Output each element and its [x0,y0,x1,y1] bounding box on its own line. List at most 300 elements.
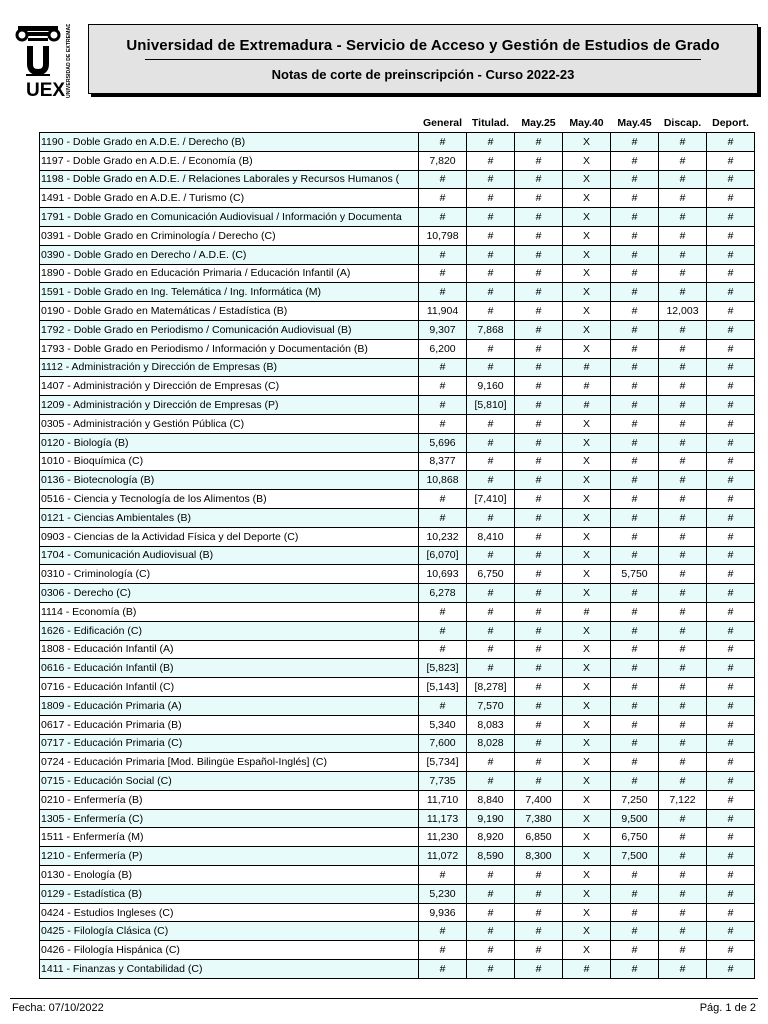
grade-cell: # [611,659,659,678]
grade-cell: 6,750 [611,828,659,847]
grade-cell: 8,377 [419,452,467,471]
grade-cell: # [611,922,659,941]
grade-cell: # [707,584,755,603]
grade-cell: 7,600 [419,734,467,753]
grade-cell: 11,710 [419,790,467,809]
grade-cell: # [707,414,755,433]
grade-cell: # [707,734,755,753]
grade-cell: # [659,264,707,283]
grade-cell: # [515,208,563,227]
grade-cell: # [467,640,515,659]
table-header-row [40,113,755,133]
degree-name-cell: 0516 - Ciencia y Tecnología de los Alimentos (B) [40,490,419,509]
grade-cell: X [563,884,611,903]
grade-cell: X [563,640,611,659]
degree-name-cell: 0136 - Biotecnología (B) [40,471,419,490]
grade-cell: # [611,546,659,565]
grade-cell: # [707,884,755,903]
grade-cell: # [515,715,563,734]
degree-name-cell: 0391 - Doble Grado en Criminología / Derecho (C) [40,226,419,245]
table-row [40,133,755,152]
grade-cell: # [707,903,755,922]
grade-cell: # [659,377,707,396]
grade-cell: # [707,678,755,697]
grade-cell: # [707,960,755,979]
grade-cell: # [659,339,707,358]
grade-cell: X [563,734,611,753]
table-row [40,866,755,885]
grade-cell: # [419,189,467,208]
table-row [40,320,755,339]
grade-cell: # [707,602,755,621]
grade-cell: # [659,941,707,960]
table-row [40,884,755,903]
grade-cell: # [467,151,515,170]
degree-name-cell: 1197 - Doble Grado en A.D.E. / Economía (B) [40,151,419,170]
grade-cell: # [419,208,467,227]
degree-name-cell: 1890 - Doble Grado en Educación Primaria / Educación Infantil (A) [40,264,419,283]
degree-name-cell: 0310 - Criminología (C) [40,565,419,584]
table-row [40,678,755,697]
grade-cell: # [707,866,755,885]
grade-cell: 11,904 [419,302,467,321]
grade-cell: X [563,339,611,358]
grade-cell: 10,232 [419,527,467,546]
column-header: May.45 [611,113,659,133]
grade-cell: # [659,527,707,546]
column-header: Titulad. [467,113,515,133]
grade-cell: # [611,245,659,264]
grade-cell: X [563,809,611,828]
grade-cell: # [707,922,755,941]
grade-cell: [5,810] [467,396,515,415]
grade-cell: # [659,734,707,753]
grade-cell: # [467,960,515,979]
grade-cell: # [419,133,467,152]
grade-cell: # [707,245,755,264]
grade-cell: # [515,133,563,152]
grade-cell: # [467,302,515,321]
column-header: Deport. [707,113,755,133]
table-row [40,245,755,264]
degree-name-cell: 1792 - Doble Grado en Periodismo / Comunicación Audiovisual (B) [40,320,419,339]
grade-cell: X [563,471,611,490]
grade-cell: # [515,941,563,960]
grade-cell: 5,340 [419,715,467,734]
grade-cell: # [467,659,515,678]
degree-name-cell: 0129 - Estadística (B) [40,884,419,903]
footer-date: Fecha: 07/10/2022 [12,1002,104,1014]
grade-cell: # [611,584,659,603]
table-row [40,452,755,471]
grade-cell: # [467,339,515,358]
grade-cell: # [611,715,659,734]
grade-cell: # [515,170,563,189]
grade-cell: 9,190 [467,809,515,828]
grade-cell: X [563,866,611,885]
degree-name-cell: 1793 - Doble Grado en Periodismo / Información y Documentación (B) [40,339,419,358]
table-row [40,790,755,809]
grade-cell: # [611,283,659,302]
grade-cell: # [611,377,659,396]
grade-cell: X [563,508,611,527]
degree-name-cell: 1114 - Economía (B) [40,602,419,621]
grade-cell: X [563,226,611,245]
table-row [40,151,755,170]
degree-name-cell: 0130 - Enología (B) [40,866,419,885]
grade-cell: # [419,414,467,433]
grade-cell: X [563,922,611,941]
grade-cell: # [707,640,755,659]
grade-cell: X [563,621,611,640]
grade-cell: # [659,753,707,772]
grade-cell: # [611,621,659,640]
grade-cell: X [563,565,611,584]
grade-cell: 11,230 [419,828,467,847]
header-box [88,24,758,94]
grade-cell: # [659,471,707,490]
table-row [40,226,755,245]
grade-cell: X [563,320,611,339]
grade-cell: # [515,584,563,603]
grade-cell: # [659,320,707,339]
grade-cell: # [515,753,563,772]
table-row [40,490,755,509]
grade-cell: # [419,922,467,941]
grade-cell: # [515,621,563,640]
column-header-grado [40,113,419,133]
grade-cell: # [515,302,563,321]
grade-cell: X [563,490,611,509]
grade-cell: # [419,490,467,509]
grade-cell: # [611,772,659,791]
degree-name-cell: 1591 - Doble Grado en Ing. Telemática / Ing. Informática (M) [40,283,419,302]
grade-cell: X [563,264,611,283]
grade-cell: # [467,452,515,471]
table-row [40,414,755,433]
grade-cell: X [563,659,611,678]
grade-cell: 10,868 [419,471,467,490]
grade-cell: 9,936 [419,903,467,922]
grade-cell: # [515,433,563,452]
grade-cell: # [659,866,707,885]
grade-cell: # [419,602,467,621]
grade-cell: X [563,283,611,302]
grade-cell: 8,590 [467,847,515,866]
grade-cell: # [467,433,515,452]
grade-cell: # [611,264,659,283]
grade-cell: # [611,640,659,659]
grade-cell: # [707,527,755,546]
grade-cell: # [467,245,515,264]
table-row [40,339,755,358]
grade-cell: # [419,264,467,283]
table-row [40,621,755,640]
grade-cell: 9,307 [419,320,467,339]
cutoff-grades-table [39,113,755,979]
grade-cell: # [707,790,755,809]
grade-cell: 10,693 [419,565,467,584]
grade-cell: # [707,433,755,452]
grade-cell: # [419,245,467,264]
grade-cell: # [467,753,515,772]
grade-cell: X [563,772,611,791]
grade-cell: # [659,772,707,791]
grade-cell: # [707,659,755,678]
degree-name-cell: 1112 - Administración y Dirección de Empresas (B) [40,358,419,377]
grade-cell: X [563,847,611,866]
grade-cell: # [707,151,755,170]
grade-cell: # [611,941,659,960]
grade-cell: # [467,621,515,640]
grade-cell: # [659,208,707,227]
table-row [40,565,755,584]
table-row [40,941,755,960]
degree-name-cell: 0306 - Derecho (C) [40,584,419,603]
grade-cell: # [611,302,659,321]
grade-cell: # [659,884,707,903]
grade-cell: # [707,208,755,227]
grade-cell: # [659,584,707,603]
grade-cell: 7,570 [467,696,515,715]
grade-cell: # [467,170,515,189]
grade-cell: # [419,866,467,885]
grade-cell: # [611,903,659,922]
grade-cell: # [515,640,563,659]
grade-cell: X [563,584,611,603]
grade-cell: # [659,189,707,208]
grade-cell: 5,230 [419,884,467,903]
grade-cell: # [611,678,659,697]
grade-cell: # [467,922,515,941]
logo-text: UEX [26,80,66,100]
grade-cell: 6,850 [515,828,563,847]
table-row [40,264,755,283]
grade-cell: # [515,565,563,584]
table-row [40,715,755,734]
grade-cell: # [611,189,659,208]
grade-cell: # [467,358,515,377]
grade-cell: # [707,565,755,584]
grade-cell: # [467,772,515,791]
degree-name-cell: 0190 - Doble Grado en Matemáticas / Estadística (B) [40,302,419,321]
grade-cell: 6,278 [419,584,467,603]
grade-cell: [5,823] [419,659,467,678]
grade-cell: # [515,189,563,208]
grade-cell: # [419,283,467,302]
grade-cell: X [563,302,611,321]
grade-cell: # [515,264,563,283]
grade-cell: # [659,828,707,847]
grade-cell: # [515,960,563,979]
table-row [40,960,755,979]
grade-cell: # [467,133,515,152]
grade-cell: 8,410 [467,527,515,546]
grade-cell: 7,735 [419,772,467,791]
grade-cell: # [515,471,563,490]
grade-cell: 8,028 [467,734,515,753]
grade-cell: [7,410] [467,490,515,509]
grade-cell: # [707,621,755,640]
grade-cell: X [563,189,611,208]
title-divider [145,59,701,60]
grade-cell: # [659,565,707,584]
uex-emblem [14,24,84,100]
grade-cell: # [659,414,707,433]
degree-name-cell: 1704 - Comunicación Audiovisual (B) [40,546,419,565]
grade-cell: 11,072 [419,847,467,866]
footer-page-number: Pág. 1 de 2 [699,1002,756,1014]
grade-cell: # [707,189,755,208]
grade-cell: # [515,602,563,621]
grade-cell: # [659,170,707,189]
table-row [40,208,755,227]
grade-cell: # [611,170,659,189]
grade-cell: # [611,358,659,377]
grade-cell: # [707,339,755,358]
grade-cell: # [611,696,659,715]
grade-cell: # [659,922,707,941]
grade-cell: 5,750 [611,565,659,584]
grade-cell: # [515,452,563,471]
grade-cell: # [515,922,563,941]
grade-cell: # [467,941,515,960]
grade-cell: 7,400 [515,790,563,809]
degree-name-cell: 0616 - Educación Infantil (B) [40,659,419,678]
grade-cell: # [515,226,563,245]
grade-cell: X [563,678,611,697]
grade-cell: # [563,396,611,415]
grade-cell: # [659,659,707,678]
grade-cell: # [611,320,659,339]
grade-cell: 8,920 [467,828,515,847]
table-row [40,433,755,452]
grade-cell: # [707,546,755,565]
grade-cell: # [659,546,707,565]
table-row [40,377,755,396]
grade-cell: # [515,283,563,302]
degree-name-cell: 1210 - Enfermería (P) [40,847,419,866]
grade-cell: # [707,696,755,715]
grade-cell: # [467,866,515,885]
degree-name-cell: 1198 - Doble Grado en A.D.E. / Relaciones Laborales y Recursos Humanos ( [40,170,419,189]
grade-cell: # [563,602,611,621]
grade-cell: # [611,226,659,245]
grade-cell: # [515,358,563,377]
page-title: Universidad de Extremadura - Servicio de Acceso y Gestión de Estudios de Grado [126,37,720,54]
grade-cell: # [611,508,659,527]
table-row [40,283,755,302]
grade-cell: 6,750 [467,565,515,584]
grade-cell: 8,083 [467,715,515,734]
grade-cell: # [707,508,755,527]
grade-cell: # [707,941,755,960]
table-row [40,471,755,490]
grade-cell: # [515,772,563,791]
grade-cell: X [563,696,611,715]
grade-cell: # [515,508,563,527]
grade-cell: # [611,734,659,753]
degree-name-cell: 1305 - Enfermería (C) [40,809,419,828]
degree-name-cell: 1407 - Administración y Dirección de Empresas (C) [40,377,419,396]
grade-cell: X [563,133,611,152]
table-row [40,772,755,791]
grade-cell: X [563,433,611,452]
grade-cell: X [563,170,611,189]
grade-cell: # [515,414,563,433]
grade-cell: # [611,339,659,358]
grade-cell: # [467,471,515,490]
grade-cell: # [659,678,707,697]
grade-cell: # [611,151,659,170]
table-row [40,302,755,321]
degree-name-cell: 1626 - Edificación (C) [40,621,419,640]
grade-cell: # [515,734,563,753]
grade-cell: 7,250 [611,790,659,809]
grade-cell: 7,820 [419,151,467,170]
degree-name-cell: 0724 - Educación Primaria [Mod. Bilingüe Español-Inglés] (C) [40,753,419,772]
grade-cell: # [707,358,755,377]
grade-cell: # [467,602,515,621]
grade-cell: 5,696 [419,433,467,452]
grade-cell: 7,380 [515,809,563,828]
degree-name-cell: 1511 - Enfermería (M) [40,828,419,847]
grade-cell: # [659,621,707,640]
grade-cell: # [419,396,467,415]
grade-cell: 12,003 [659,302,707,321]
grade-cell: # [707,809,755,828]
table-row [40,170,755,189]
table-row [40,809,755,828]
table-row [40,602,755,621]
column-header: General [419,113,467,133]
grade-cell: # [515,903,563,922]
grade-cell: X [563,151,611,170]
degree-name-cell: 0717 - Educación Primaria (C) [40,734,419,753]
table-body [40,133,755,979]
grade-cell: # [611,396,659,415]
grade-cell: X [563,527,611,546]
degree-name-cell: 1411 - Finanzas y Contabilidad (C) [40,960,419,979]
degree-name-cell: 0390 - Doble Grado en Derecho / A.D.E. (C) [40,245,419,264]
grade-cell: # [707,283,755,302]
column-header: Discap. [659,113,707,133]
grade-cell: # [467,903,515,922]
grade-cell: # [515,546,563,565]
grade-cell: 8,300 [515,847,563,866]
grade-cell: # [707,377,755,396]
grade-cell: # [707,490,755,509]
grade-cell: # [707,828,755,847]
grade-cell: 7,868 [467,320,515,339]
column-header: May.40 [563,113,611,133]
grade-cell: # [515,884,563,903]
grade-cell: # [707,753,755,772]
grade-cell: # [467,546,515,565]
grade-cell: # [707,772,755,791]
table-row [40,527,755,546]
table-row [40,696,755,715]
grade-cell: # [419,170,467,189]
grade-cell: X [563,753,611,772]
grade-cell: 7,122 [659,790,707,809]
grade-cell: # [707,320,755,339]
grade-cell: # [659,283,707,302]
grade-cell: # [659,809,707,828]
table-row [40,659,755,678]
degree-name-cell: 0210 - Enfermería (B) [40,790,419,809]
grade-cell: # [659,226,707,245]
